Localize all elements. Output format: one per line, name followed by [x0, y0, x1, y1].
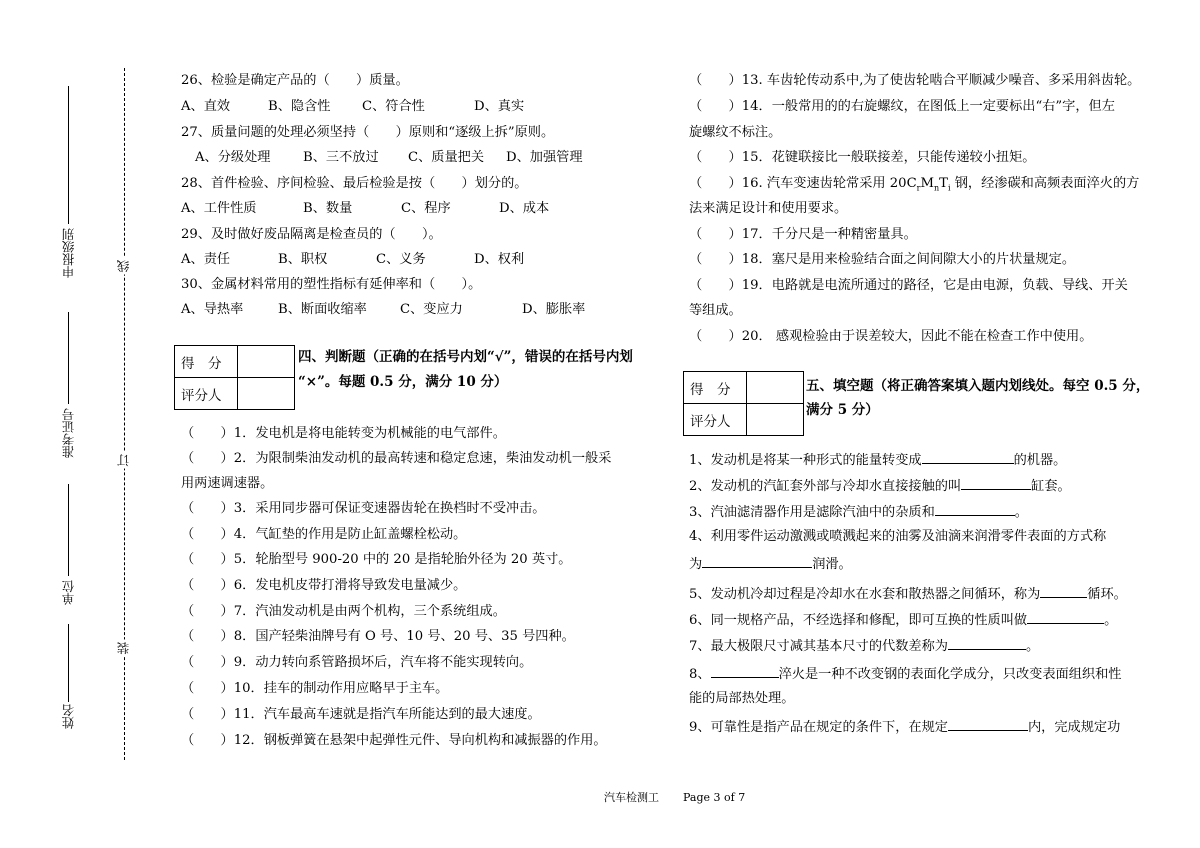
field-line-level [68, 86, 69, 224]
tf-item: （ ）11．汽车最高车速就是指汽车所能达到的最大速度。 [181, 707, 541, 722]
fill-item-4-cont: 为 润滑。 [689, 554, 852, 574]
field-line-unit [68, 484, 69, 576]
tf-item-cont: 用两速调速器。 [181, 476, 274, 491]
question-26-options: A、直效 B、隐含性 C、符合性 D、真实 [181, 99, 525, 114]
question-30: 30、金属材料常用的塑性指标有延伸率和（ ）。 [181, 277, 482, 292]
score-label: 得 分 [175, 346, 238, 378]
grader-label: 评分人 [175, 378, 238, 410]
question-28-options: A、工件性质 B、数量 C、程序 D、成本 [181, 201, 550, 216]
section4-title: 四、判断题（正确的在括号内划“√”，错误的在括号内划 [298, 349, 633, 365]
tf-item: （ ）6．发电机皮带打滑将导致发电量减少。 [181, 578, 467, 593]
score-box[interactable] [238, 346, 295, 378]
tf-item-16: （ ）16. 汽车变速齿轮常采用 $20C_rM_nT_i$ 钢，经渗碳和高频表面淬火的方 [689, 176, 1140, 193]
label-name: 姓名 [61, 704, 76, 729]
tf-item: （ ）8．国产轻柴油牌号有 O 号、10 号、20 号、35 号四种。 [181, 629, 575, 644]
section5-title: 五、填空题（将正确答案填入题内划线处。每空 0.5 分， [806, 378, 1150, 394]
grader-box[interactable] [238, 378, 295, 410]
answer-blank[interactable] [922, 450, 1014, 464]
score-table-section4 [174, 345, 295, 410]
fill-item-1: 1、发动机是将某一种形式的能量转变成 的机器。 [689, 450, 1066, 470]
answer-blank[interactable] [702, 554, 812, 568]
question-28: 28、首件检验、序间检验、最后检验是按（ ）划分的。 [181, 176, 528, 191]
tf-item: （ ）12．钢板弹簧在悬架中起弹性元件、导向机构和减振器的作用。 [181, 733, 607, 748]
score-label: 得 分 [684, 372, 747, 404]
tf-item: （ ）13. 车齿轮传动系中,为了使齿轮啮合平顺减少噪音、多采用斜齿轮。 [689, 73, 1141, 88]
field-line-name [68, 624, 69, 702]
label-unit: 单位 [61, 580, 76, 605]
answer-blank[interactable] [935, 502, 1015, 516]
tf-item: （ ）20． 感观检验由于误差较大，因此不能在检查工作中使用。 [689, 329, 1093, 344]
label-level: 申报级别 [61, 228, 76, 278]
fill-item-2: 2、发动机的汽缸套外部与冷却水直接接触的叫 缸套。 [689, 476, 1071, 496]
tf-item: （ ）3．采用同步器可保证变速器齿轮在换档时不受冲击。 [181, 501, 546, 516]
fill-item-5: 5、发动机冷却过程是冷却水在水套和散热器之间循环，称为 循环。 [689, 584, 1127, 604]
section5-title-cont: 满分 5 分） [806, 402, 879, 418]
answer-blank[interactable] [948, 717, 1028, 731]
score-table-section5 [683, 371, 804, 436]
fill-item-4: 4、利用零件运动激溅或喷溅起来的油雾及油滴来润滑零件表面的方式称 [689, 529, 1107, 544]
tf-item-cont: 法来满足设计和使用要求。 [689, 201, 848, 216]
field-line-exam-number [68, 312, 69, 404]
tf-item: （ ）19．电路就是电流所通过的路径，它是由电源，负载、导线、开关 [689, 278, 1128, 293]
tf-item: （ ）5．轮胎型号 900-20 中的 20 是指轮胎外径为 20 英寸。 [181, 552, 572, 567]
fill-item-7: 7、最大极限尺寸减其基本尺寸的代数差称为 。 [689, 636, 1039, 656]
label-exam-number: 准考证号 [61, 408, 76, 458]
footer-title: 汽车检测工 [604, 791, 659, 804]
question-27: 27、质量问题的处理必须坚持（ ）原则和“逐级上拆”原则。 [181, 125, 555, 140]
footer-page-number: Page 3 of 7 [683, 791, 746, 804]
section4-title-cont: “×”。每题 0.5 分，满分 10 分） [298, 374, 508, 390]
fill-item-8: 8、 淬火是一种不改变钢的表面化学成分，只改变表面组织和性 [689, 664, 1121, 684]
question-29-options: A、责任 B、职权 C、义务 D、权利 [181, 252, 525, 267]
question-27-options: A、分级处理 B、三不放过 C、质量把关 D、加强管理 [195, 150, 583, 165]
tf-item: （ ）15．花键联接比一般联接差，只能传递较小扭矩。 [689, 150, 1036, 165]
fill-item-9: 9、可靠性是指产品在规定的条件下，在规定 内，完成规定功 [689, 717, 1120, 737]
answer-blank[interactable] [961, 476, 1031, 490]
mark-line: 线 [116, 260, 131, 273]
question-29: 29、及时做好废品隔离是检查员的（ ）。 [181, 227, 442, 242]
tf-item: （ ）4．气缸垫的作用是防止缸盖螺栓松动。 [181, 527, 467, 542]
question-26: 26、检验是确定产品的（ ）质量。 [181, 73, 409, 88]
score-box[interactable] [747, 372, 804, 404]
tf-item: （ ）17．千分尺是一种精密量具。 [689, 227, 917, 242]
fill-item-3: 3、汽油滤清器作用是滤除汽油中的杂质和 。 [689, 502, 1028, 522]
mark-staple: 装 [116, 642, 131, 655]
tf-item-cont: 旋螺纹不标注。 [689, 125, 782, 140]
grader-box[interactable] [747, 404, 804, 436]
tf-item: （ ）2．为限制柴油发动机的最高转速和稳定怠速，柴油发动机一般采 [181, 451, 612, 466]
tf-item: （ ）14．一般常用的的右旋螺纹，在图低上一定要标出“右”字，但左 [689, 99, 1115, 114]
tf-item: （ ）1．发电机是将电能转变为机械能的电气部件。 [181, 426, 506, 441]
tf-item: （ ）10．挂车的制动作用应略早于主车。 [181, 681, 449, 696]
tf-item: （ ）7．汽油发动机是由两个机构，三个系统组成。 [181, 604, 506, 619]
tf-item-cont: 等组成。 [689, 303, 742, 318]
answer-blank[interactable] [1027, 610, 1104, 624]
answer-blank[interactable] [711, 664, 779, 678]
grader-label: 评分人 [684, 404, 747, 436]
tf-item: （ ）9．动力转向系管路损坏后，汽车将不能实现转向。 [181, 655, 533, 670]
page-footer [604, 789, 769, 805]
answer-blank[interactable] [1040, 584, 1087, 598]
answer-blank[interactable] [948, 636, 1026, 650]
fill-item-8-cont: 能的局部热处理。 [689, 691, 795, 706]
tf-item: （ ）18．塞尺是用来检验结合面之间间隙大小的片状量规定。 [689, 252, 1076, 267]
question-30-options: A、导热率 B、断面收缩率 C、变应力 D、膨胀率 [181, 302, 586, 317]
fill-item-6: 6、同一规格产品，不经选择和修配，即可互换的性质叫做 。 [689, 610, 1117, 630]
mark-bind: 订 [116, 454, 131, 467]
